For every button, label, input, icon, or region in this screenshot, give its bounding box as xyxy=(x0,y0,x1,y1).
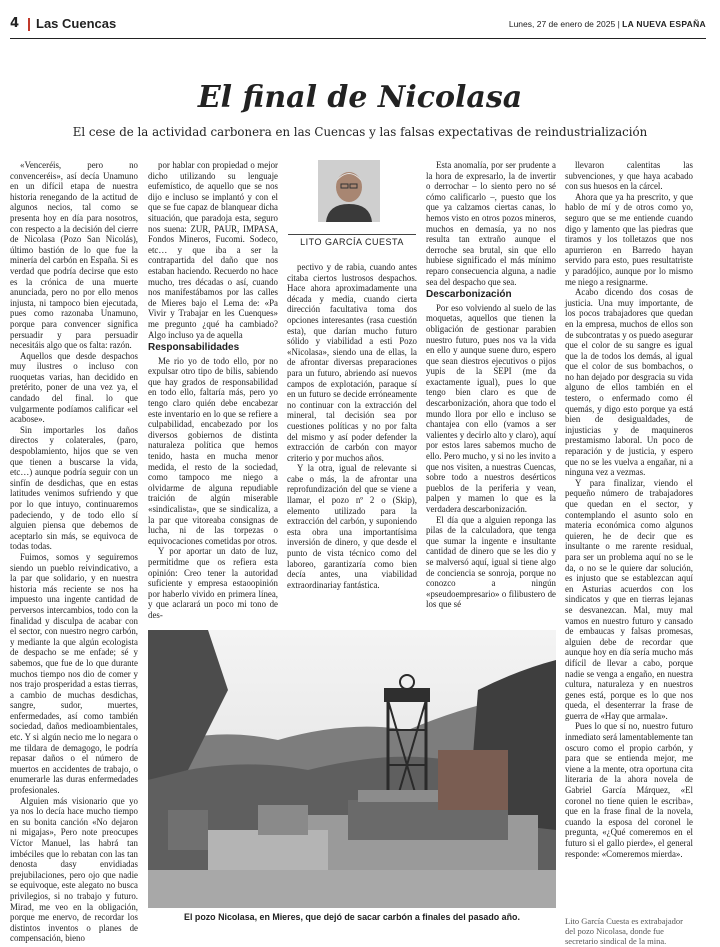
paragraph: Esta anomalía, por ser prudente a la hora de expresarlo, la de invertir o derrochar – lo siento pero no sé cómo calificarlo –, puesto que los que ya calzamos ciertas canas, lo hemos visto en otros pozos mineros, muchos en demasía, ya no nos resulta tan extraño aunque el derroche sea brutal, sin que ello hubiese significado el más mínimo reparo consecuencia alguna, a nadie sea del despacho que sea. xyxy=(426,160,556,287)
author-byline: LITO GARCÍA CUESTA xyxy=(288,234,416,247)
paragraph: Fuimos, somos y seguiremos siendo un pueblo reivindicativo, a la par que solidario, y en nuestra historia más reciente se nos ha impuesto una ingente cantidad de perversos intercambios, todo con la finalidad y disculpa de acabar con el sector, con nuestro negro carbón, y mediante la que algún ecologista de despacho se me enfade; sé y sabemos, que fue de lo que durante muchos tiempo nos dio de comer y nos trajo prosperidad a estas tierras, a cambio de muchas desdichas, sangre, sudor, muertes, enfermedades, así como también sociedad, daños medioambientales, etc. Y si algún necio me lo negara o me tildara de demagogo, le podría repasar daños o el número de muertos en accidentes de trabajo, o enumerarle las duras enfermedades profesionales. xyxy=(10,551,138,796)
article-column-1 xyxy=(10,160,138,944)
paragraph: Y para finalizar, viendo el pequeño número de trabajadores que quedan en el sector, y contemplando el asunto solo en materia económica como algunos quieren, he de decir que es insultante o me rarente residual, para ser un problema aquí no se le da, o no se le quiere dar solución, es injusto que se establezcan aquí en Asturias acuerdos con los sindicatos y que en tierras lejanas se desvanezcan. Mal, muy mal vamos en nuestro futuro y cansado de embaucas y falsas promesas, alguien debe de recordar que aunque hoy en día sería mucho más difícil de llevar a cabo, porque nadie se venga a engaño, en nuestra cultura, naturaleza y en nuestros genes está, porque es lo que nos queda, el desenterrar la frase de guerra de «Hay que armala». xyxy=(565,477,693,721)
paragraph: Alguien más visionario que yo ya nos lo decía hace mucho tiempo en su bonita canción «No dejaron ni migajas», Pero note preocupes Víctor Manuel, las habrá tan imbéciles que lo rebatan con las tan denosta dasy envidiadas prejubilaciones, pero ojo que nadie se equivoque, este alegato no busca privilegios, si no trabajo y futuro. Mirad, me veo en la obligación, porque me enervo, de recordar los distintos inventos o planes de compensación, bieno xyxy=(10,795,138,944)
paragraph: El día que a alguien reponga las pilas de la calculadora, que tenga que sumar la ingente e insultante cantidad de dinero que se les dio y se malversó aquí, igual si tiene algo de conciencia se sonroja, porque no conozco a ningún «pseudoempresario» o filibustero de los que sé xyxy=(426,514,556,610)
article-column-3 xyxy=(287,262,417,622)
article-subtitle: El cese de la actividad carbonera en las Cuencas y las falsas expectativas de reindustrialización xyxy=(72,125,648,139)
paragraph: por hablar con propiedad o mejor dicho utilizando su lenguaje eufemístico, de aquello que se nos dijo e incluso se implantó y con el que se fue capaz de blanquear dicha situación, que paradoja esta, seguro nos suena: ZUR, PAUR, IMPASA, Fondos Mineros, Fucomi. Sodeco, etc… y que iba a ser la contrapartida del daño que nos estaban haciendo. Recuerdo no hace mucho, tres décadas o así, cuando nos manifestábamos por las calles de Mieres bajo el Lema de: «Pa Vivir y Trabajar en les Cuenques» me pregunto ¿qué ha cambiado? Algo incluso ya de aquella xyxy=(148,160,278,340)
subheading-responsabilidades: Responsabilidades xyxy=(148,342,240,354)
paragraph: «Venceréis, pero no convenceréis», así decía Unamuno en un difícil etapa de nuestra historia renegando de la actitud de algunos necios, tal como se presenta hoy en día para nosotros, con respecto a la decisión del cierre de Nicolasa (Pozo San Nicolás), último bastión de lo que fue la minería del carbón en España. Si es verdad que podría decirse que esto es la crónica de una muerte anunciada, pero no por ello menos injusta, ni tampoco bien ejecutada, pues como razonaba Unamuno, porque para convencer significa persuadir y para persuadir necesitáis algo que os falta: razón. xyxy=(10,160,138,351)
dateline-separator: | xyxy=(617,19,620,29)
paragraph: pectivo y de rabia, cuando antes citaba ciertos lustrosos despachos. Hace ahora aproximadamente una década y media, cuando cierta dirección facultativa toma dos opciones interesantes (rasa cuestión esta), que darían mucho futuro sólido y viabilidad a esti Pozo «Nicolasa», siendo una de ellas, la de afrontar diversas preparaciones para un futuro, abriendo así nuevos campos de explotación, paraque sí en un futuro se decide erróneamente no continuar con la extracción del mineral, tal decisión sea por cuestiones políticas y no por falta del mismo y así poder defender la extracción de carbón con mayor criterio y por muchos años. xyxy=(287,262,417,463)
paragraph: Pues lo que sí no, nuestro futuro inmediato será lamentablemente tan oscuro como el propio carbón, y para que se entienda mejor, me viene a la mente, otra oportuna cita literaria de la ahora novela de Gabriel García Márquez, «El coronel no tiene quien le escriba», que en la frase final de la novela, cuando la esposa del coronel le pregunta, «¿Qué comeremos en el futuro si el gallo pierde», el general responde: «Comeremos mierda». xyxy=(565,721,693,859)
photo-caption: El pozo Nicolasa, en Mieres, que dejó de sacar carbón a finales del pasado año. xyxy=(184,912,520,922)
header-divider xyxy=(28,18,30,31)
paragraph: Y la otra, igual de relevante si cabe o más, la de afrontar una reprofundización del que se viene a llamar, el pozo nº 2 o (Skip), elemento utilizado para la extracción del carbón, y suponiendo esta obra una importantísima inversión de dinero, y que desde el punto de vista técnico como del laboreo, garantizaría como bien decía antes, una viabilidad extraordinariay fantástica. xyxy=(287,463,417,590)
article-column-2 xyxy=(148,160,278,622)
article-column-4 xyxy=(426,160,556,622)
paragraph: Y por aportar un dato de luz, permitidme que os refiera esta opinión: Creo tener la autoridad suficiente y empresa estaoopinión por haberlo vivido en primera línea, y que aclarará un poco mi tono de des- xyxy=(148,546,278,620)
article-headline: El final de Nicolasa xyxy=(197,80,523,115)
paragraph: Por eso volviendo al suelo de las moquetas, aquellos que tienen la obligación de gestionar parabien nuestro futuro, pues nos va la vida en ello y aunque suene duro, espero que sean diestros ejecutivos o pijos yupis de la SEPI (me da exactamente igual), pues lo que tengo bien claro es que de descarbonización, ahora que todo el mundo llora por ello e incluso se chantajea con ello (vamos a ser valientes y decirlo alto y claro), aquí por estos lares sabemos mucho de ello. Pero mucho, y si no les invito a que nos visiten, a nuestras Cuencas, sobre todo a nuestros desérticos pueblos de la periferia y vean, palpen y mamen lo que es la verdadera descarbonización. xyxy=(426,302,556,514)
page-number: 4 xyxy=(10,16,20,31)
article-column-5 xyxy=(565,160,693,940)
paragraph: Sin importarles los daños directos y colaterales, (paro, despoblamiento, hijos que se ven que tienen a buscarse la vida, etc…) aunque podría seguir con un sinfín de desdichas, que en estas latitudes venimos sufriendo y que por lo que intuyo, continuaremos padeciendo, y de todo ello sí alguien piensa que debemos de aceptarlo sin más, se equivoca de todas todas. xyxy=(10,424,138,552)
subheading-descarbonizacion: Descarbonización xyxy=(426,289,512,301)
author-photo xyxy=(318,160,380,222)
section-title: Las Cuencas xyxy=(36,16,117,31)
mine-photo xyxy=(148,630,556,908)
page-header xyxy=(10,16,706,39)
newspaper-name: LA NUEVA ESPAÑA xyxy=(622,19,706,29)
paragraph: Aquellos que desde despachos muy ilustres o incluso con ruoquetas varias, han decidido en pretérito, poner de una vez ya, el candado del final. lo que vulgarmente podíamos calificar «el acabose». xyxy=(10,350,138,425)
dateline xyxy=(509,19,706,29)
paragraph: Ahora que ya ha prescrito, y que hablo de mí y de otros como yo, seguro que se me entiende cuando digo y lamento que las piedras que tiramos y los tolletazos que nos apurrieron en Barredo hayan servido para esto, pues resultatriste y paradójico, aunque por lo mismo me niego a resignarme. xyxy=(565,191,693,287)
paragraph: llevaron calentitas las subvenciones, y que haya acabado con sus huesos en la cárcel. xyxy=(565,160,693,192)
author-bio: Lito García Cuesta es extrabajador del pozo Nicolasa, donde fue secretario sindical de la mina. xyxy=(565,916,684,947)
paragraph: Acabo dicendo dos cosas de justicia. Una muy importante, de los pocos trabajadores que quedan en la empresa, muchos de ellos son de subcontratas y os puedo asegurar que el color de su sangre es igual que la de todos los demás, al igual que el color de sus bombachos, o no han dejado por desgracia su vida alguno de ellos también en el testero, o enfermado como él quemás, y digo esto porque ya está bien de desigualdades, de injusticias y de maquineros prestamismo laboral. Un poco de reparación y de justicia, y espero que no se les vuelva a engañar, ni a ninguna vez a vezmas. xyxy=(565,287,693,478)
paragraph: Me rio yo de todo ello, por no expulsar otro tipo de bilis, sabiendo que hay grados de responsabilidad en todo ello, faltaría más, pero yo tengo claro quién debe encabezar este inventario en lo que se refiere a culpabilidad, encabezado por los diversos gobiernos de distinta naturaleza política que hemos tenido, hasta en mucha menor medida, el resto de la sociedad, como tampoco me niego a olvidarme de alguna repudiable traición de algún miserable «sindicalista», que se sindicaliza, a la par que vitoreaba consignas de lucha, ni de las torpezas o equivocaciones cometidas por otros. xyxy=(148,355,278,546)
issue-date: Lunes, 27 de enero de 2025 xyxy=(508,19,616,29)
